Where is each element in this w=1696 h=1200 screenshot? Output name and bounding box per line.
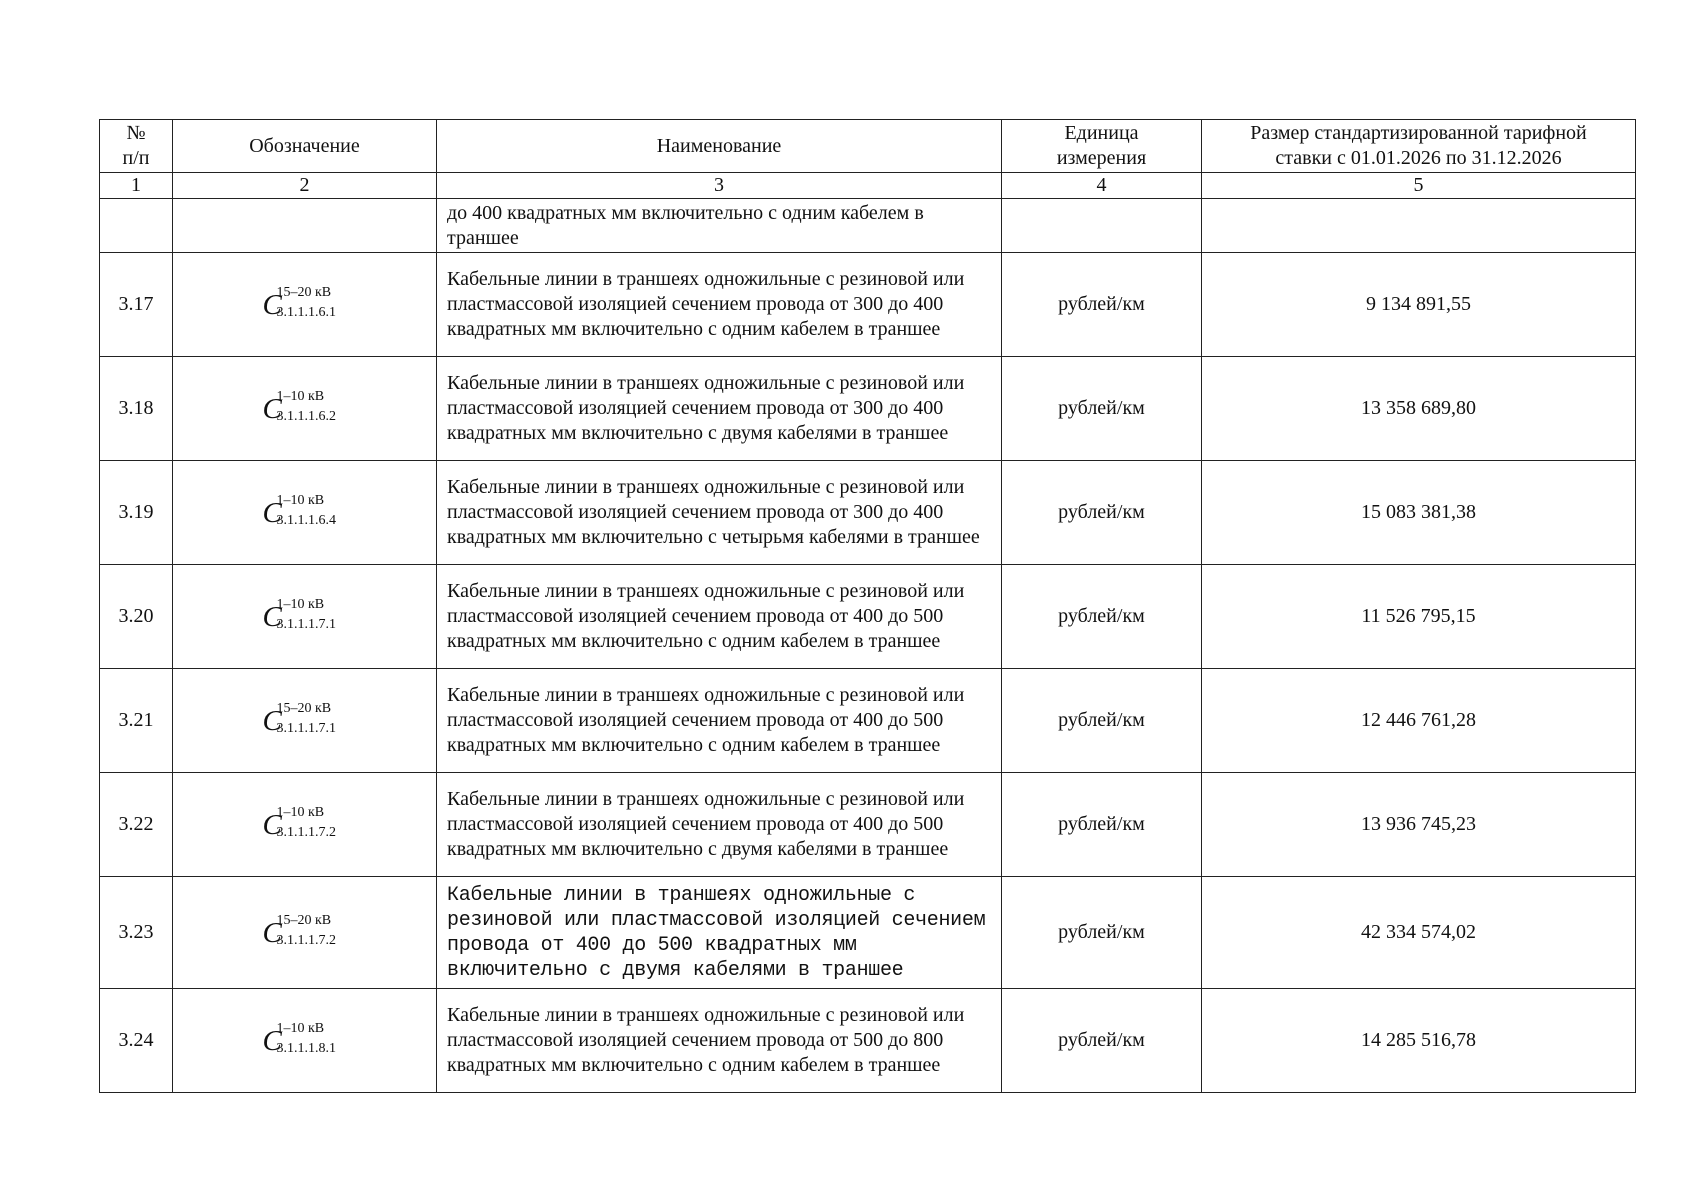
unit-cell: рублей/км: [1002, 461, 1202, 565]
rate-cell: 13 936 745,23: [1202, 773, 1636, 877]
symbol-letter: C: [262, 392, 282, 425]
header-designation: Обозначение: [173, 120, 437, 173]
symbol-letter: C: [262, 808, 282, 841]
row-number-cell: 3.19: [100, 461, 173, 565]
header-unit: Единица измерения: [1002, 120, 1202, 173]
continuation-unit-cell: [1002, 199, 1202, 253]
designation-cell: [173, 989, 437, 1093]
designation-cell: [173, 565, 437, 669]
column-number: 4: [1002, 173, 1202, 199]
header-row: [100, 120, 1636, 173]
symbol-letter: C: [262, 704, 282, 737]
symbol-letter: C: [262, 288, 282, 321]
name-cell: Кабельные линии в траншеях одножильные с резиновой или пластмассовой изоляцией сечением провода от 300 до 400 квадратных мм включительно с четырьмя кабелями в траншее: [437, 461, 1002, 565]
tariff-symbol: [262, 388, 336, 429]
name-cell: Кабельные линии в траншеях одножильные с резиновой или пластмассовой изоляцией сечением провода от 300 до 400 квадратных мм включительно с двумя кабелями в траншее: [437, 357, 1002, 461]
column-number-row: [100, 173, 1636, 199]
voltage-superscript: 1–10 кВ: [276, 492, 325, 508]
rate-cell: 12 446 761,28: [1202, 669, 1636, 773]
header-name: Наименование: [437, 120, 1002, 173]
voltage-superscript: 1–10 кВ: [276, 388, 325, 404]
designation-symbol: [263, 805, 347, 845]
name-cell: Кабельные линии в траншеях одножильные с резиновой или пластмассовой изоляцией сечением провода от 400 до 500 квадратных мм включительно с одним кабелем в траншее: [437, 565, 1002, 669]
designation-symbol: [263, 493, 347, 533]
continuation-designation-cell: [173, 199, 437, 253]
designation-symbol: [263, 285, 347, 325]
tariff-symbol: [262, 700, 336, 741]
table-row: [100, 357, 1636, 461]
voltage-superscript: 15–20 кВ: [276, 284, 332, 300]
code-subscript: 3.1.1.1.7.2: [276, 824, 336, 840]
tariff-symbol: [262, 492, 336, 533]
column-number: 3: [437, 173, 1002, 199]
voltage-superscript: 1–10 кВ: [276, 596, 325, 612]
designation-cell: [173, 357, 437, 461]
voltage-superscript: 15–20 кВ: [276, 700, 332, 716]
name-cell: Кабельные линии в траншеях одножильные с резиновой или пластмассовой изоляцией сечением провода от 400 до 500 квадратных мм включительно с двумя кабелями в траншее: [437, 877, 1002, 989]
designation-symbol: [263, 389, 347, 429]
row-number-cell: 3.18: [100, 357, 173, 461]
code-subscript: 3.1.1.1.7.1: [276, 720, 336, 736]
row-number-cell: 3.17: [100, 253, 173, 357]
table-row: [100, 669, 1636, 773]
continuation-num-cell: [100, 199, 173, 253]
designation-cell: [173, 253, 437, 357]
unit-cell: рублей/км: [1002, 357, 1202, 461]
table-row: [100, 773, 1636, 877]
code-subscript: 3.1.1.1.8.1: [276, 1040, 336, 1056]
unit-cell: рублей/км: [1002, 877, 1202, 989]
code-subscript: 3.1.1.1.6.2: [276, 408, 336, 424]
name-cell: Кабельные линии в траншеях одножильные с резиновой или пластмассовой изоляцией сечением провода от 500 до 800 квадратных мм включительно с одним кабелем в траншее: [437, 989, 1002, 1093]
voltage-superscript: 1–10 кВ: [276, 1020, 325, 1036]
name-cell: Кабельные линии в траншеях одножильные с резиновой или пластмассовой изоляцией сечением провода от 400 до 500 квадратных мм включительно с двумя кабелями в траншее: [437, 773, 1002, 877]
rate-cell: 13 358 689,80: [1202, 357, 1636, 461]
continuation-rate-cell: [1202, 199, 1636, 253]
column-number: 1: [100, 173, 173, 199]
table-row: [100, 253, 1636, 357]
tariff-table: [99, 119, 1636, 1093]
header-num: № п/п: [100, 120, 173, 173]
continuation-row: [100, 199, 1636, 253]
code-subscript: 3.1.1.1.6.1: [276, 304, 336, 320]
symbol-letter: C: [262, 1024, 282, 1057]
column-number: 2: [173, 173, 437, 199]
designation-cell: [173, 877, 437, 989]
rate-cell: 11 526 795,15: [1202, 565, 1636, 669]
voltage-superscript: 1–10 кВ: [276, 804, 325, 820]
rate-cell: 42 334 574,02: [1202, 877, 1636, 989]
tariff-symbol: [262, 912, 336, 953]
designation-symbol: [263, 597, 347, 637]
tariff-symbol: [262, 284, 336, 325]
symbol-letter: C: [262, 496, 282, 529]
symbol-letter: C: [262, 600, 282, 633]
symbol-letter: C: [262, 916, 282, 949]
row-number-cell: 3.24: [100, 989, 173, 1093]
unit-cell: рублей/км: [1002, 989, 1202, 1093]
row-number-cell: 3.22: [100, 773, 173, 877]
header-rate: Размер стандартизированной тарифной ставки с 01.01.2026 по 31.12.2026: [1202, 120, 1636, 173]
rate-cell: 15 083 381,38: [1202, 461, 1636, 565]
row-number-cell: 3.21: [100, 669, 173, 773]
code-subscript: 3.1.1.1.7.1: [276, 616, 336, 632]
designation-cell: [173, 773, 437, 877]
table-row: [100, 989, 1636, 1093]
row-number-cell: 3.23: [100, 877, 173, 989]
tariff-symbol: [262, 1020, 336, 1061]
row-number-cell: 3.20: [100, 565, 173, 669]
continuation-name-cell: до 400 квадратных мм включительно с одним кабелем в траншее: [437, 199, 1002, 253]
rate-cell: 9 134 891,55: [1202, 253, 1636, 357]
column-number: 5: [1202, 173, 1636, 199]
tariff-symbol: [262, 804, 336, 845]
voltage-superscript: 15–20 кВ: [276, 912, 332, 928]
table-row: [100, 565, 1636, 669]
designation-symbol: [263, 1021, 347, 1061]
unit-cell: рублей/км: [1002, 773, 1202, 877]
unit-cell: рублей/км: [1002, 669, 1202, 773]
designation-cell: [173, 461, 437, 565]
table-row: [100, 877, 1636, 989]
code-subscript: 3.1.1.1.7.2: [276, 932, 336, 948]
code-subscript: 3.1.1.1.6.4: [276, 512, 336, 528]
table-row: [100, 461, 1636, 565]
tariff-symbol: [262, 596, 336, 637]
unit-cell: рублей/км: [1002, 565, 1202, 669]
designation-cell: [173, 669, 437, 773]
name-cell: Кабельные линии в траншеях одножильные с резиновой или пластмассовой изоляцией сечением провода от 300 до 400 квадратных мм включительно с одним кабелем в траншее: [437, 253, 1002, 357]
name-cell: Кабельные линии в траншеях одножильные с резиновой или пластмассовой изоляцией сечением провода от 400 до 500 квадратных мм включительно с одним кабелем в траншее: [437, 669, 1002, 773]
designation-symbol: [263, 913, 347, 953]
rate-cell: 14 285 516,78: [1202, 989, 1636, 1093]
unit-cell: рублей/км: [1002, 253, 1202, 357]
designation-symbol: [263, 701, 347, 741]
